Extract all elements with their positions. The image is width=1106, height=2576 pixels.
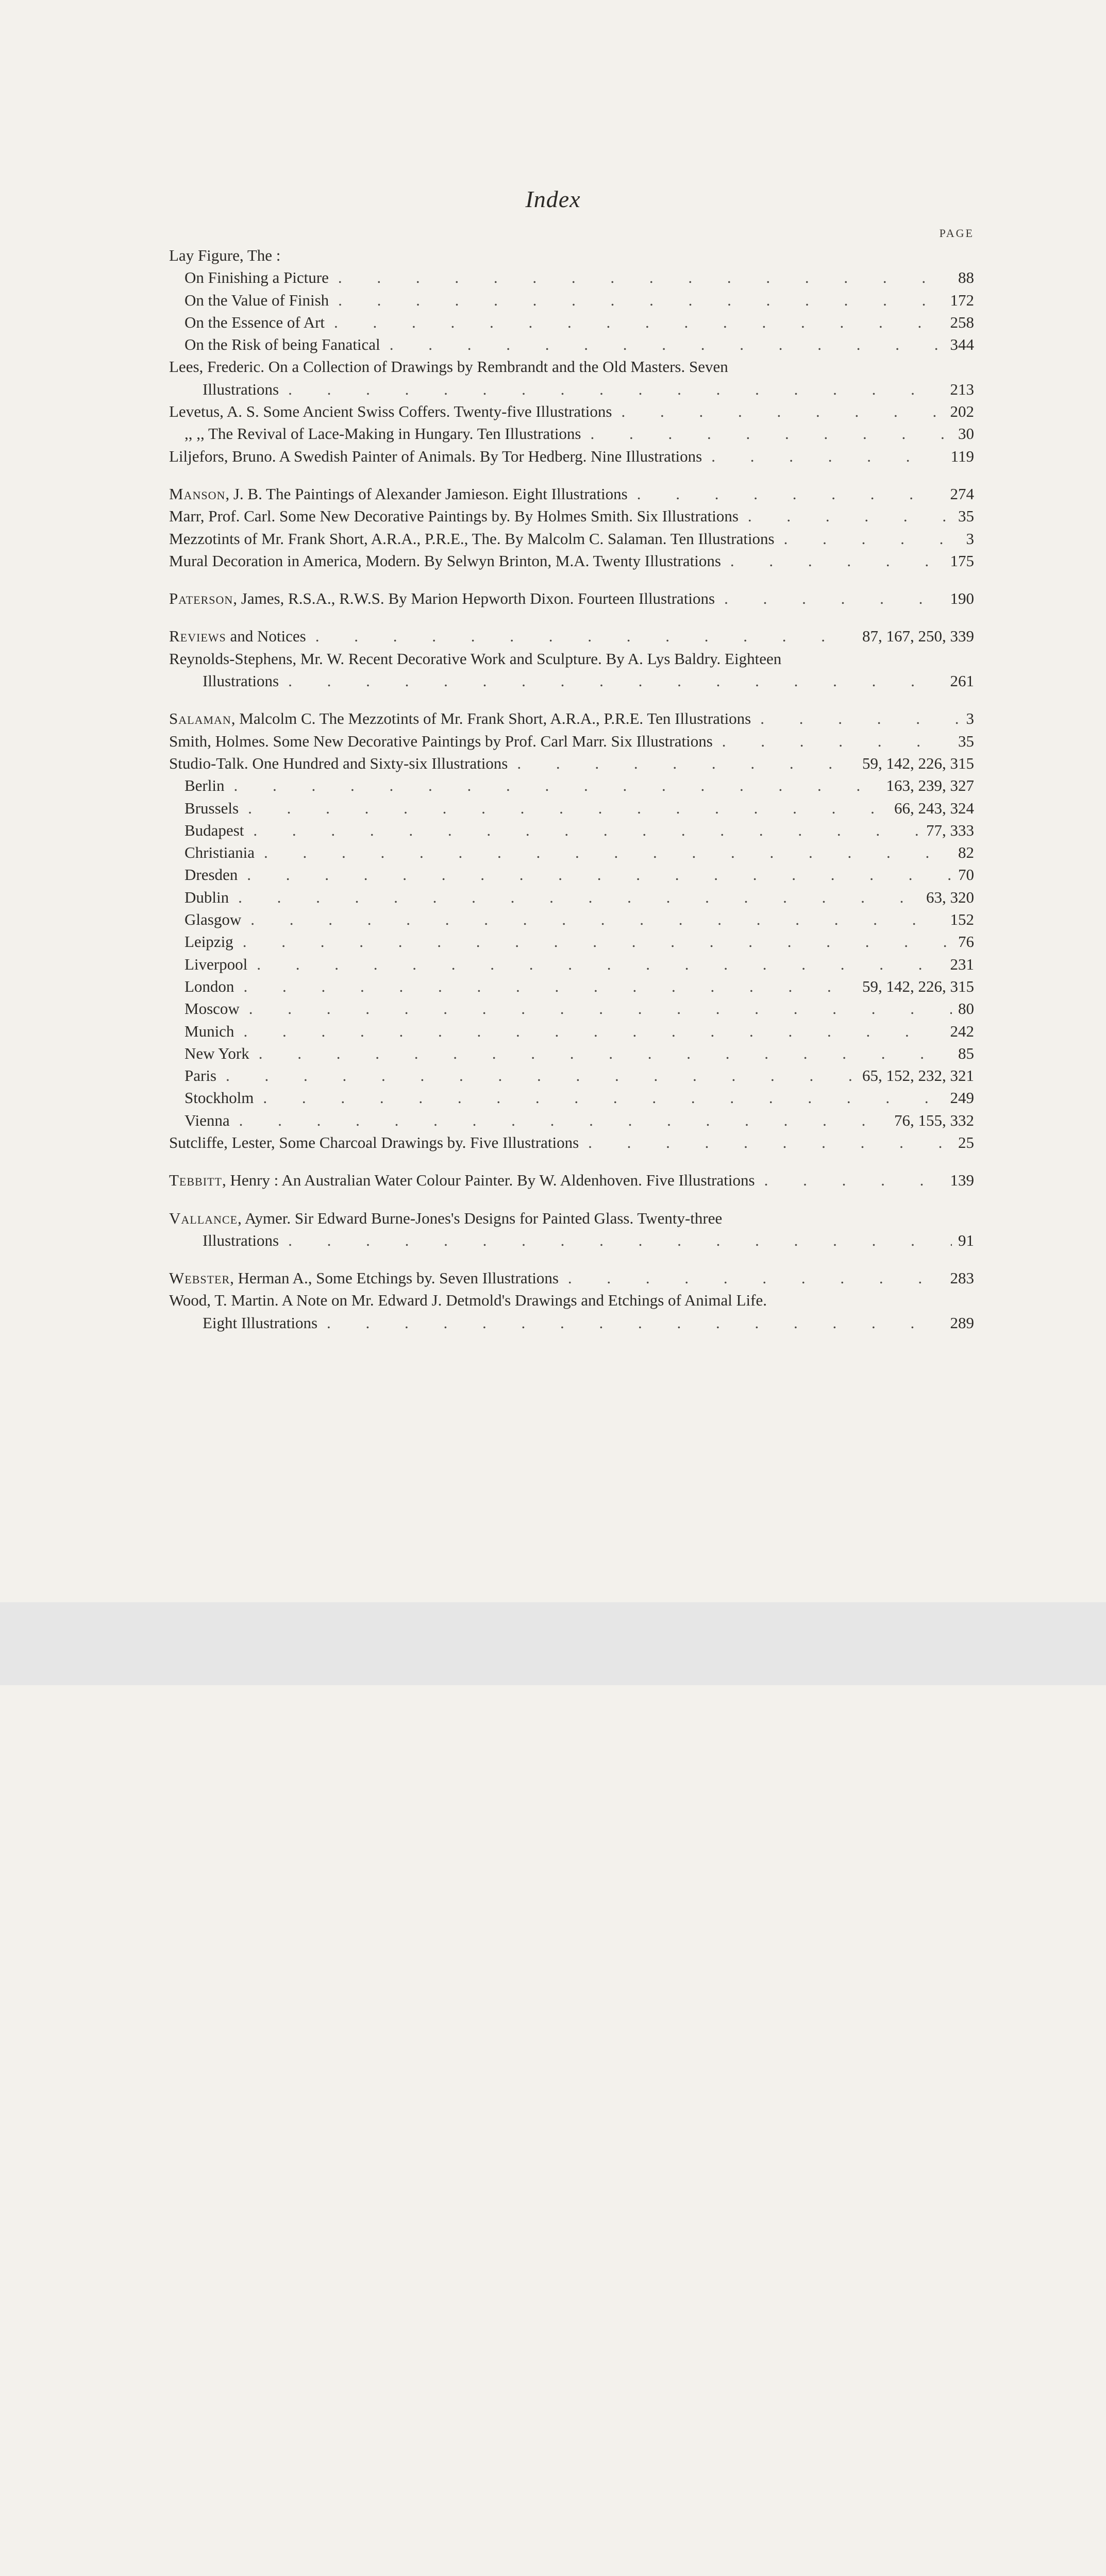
entry-text (169, 400, 612, 422)
index-entry (169, 1042, 974, 1064)
entry-page-number: 3 (966, 529, 974, 548)
index-entry (169, 886, 974, 908)
leader-dots (325, 311, 944, 333)
entry-surname: Salaman (169, 709, 231, 728)
leader-dots (755, 1169, 944, 1191)
index-entry (169, 997, 974, 1020)
entry-title: , Aymer. Sir Edward Burne-Jones's Designs for Painted Glass. Twenty-three (238, 1209, 723, 1227)
leader-dots (241, 908, 944, 930)
index-entry (169, 1207, 974, 1229)
index-entry (169, 587, 974, 609)
entry-text (169, 1267, 559, 1289)
leader-dots (775, 528, 960, 550)
leader-dots (230, 1109, 888, 1131)
entry-text (203, 670, 279, 692)
index-entry (169, 1267, 974, 1289)
index-section (169, 587, 974, 609)
entry-title: Budapest (185, 821, 244, 839)
leader-dots (306, 625, 856, 647)
index-entry (169, 1064, 974, 1087)
leader-dots (612, 400, 944, 422)
leader-dots (244, 819, 920, 841)
entry-page-number: 76 (958, 933, 974, 951)
entry-title: On the Essence of Art (185, 313, 325, 331)
entry-text (185, 886, 229, 908)
leader-dots (739, 505, 952, 527)
entry-title: Christiania (185, 843, 255, 862)
footer-bar (0, 1602, 1106, 1685)
index-entry (169, 311, 974, 333)
entry-page-number: 30 (958, 425, 974, 443)
entry-text (185, 953, 247, 975)
index-entry (169, 244, 974, 266)
index-entry (169, 400, 974, 422)
entry-text (185, 819, 244, 841)
entry-page-number: 213 (950, 380, 974, 398)
leader-dots (254, 1087, 944, 1109)
entry-page-number: 91 (958, 1231, 974, 1249)
entry-title: On the Risk of being Fanatical (185, 335, 380, 354)
entry-text (169, 625, 306, 647)
index-entry (169, 266, 974, 289)
entry-title: New York (185, 1044, 249, 1062)
entry-text (169, 648, 781, 670)
index-entry (169, 625, 974, 647)
entry-page-number: 3 (966, 709, 974, 728)
entry-page-number: 242 (950, 1022, 974, 1040)
index-entry (169, 528, 974, 550)
entry-title: Illustrations (203, 1231, 279, 1249)
index-entry (169, 730, 974, 752)
entry-page-number: 65, 152, 232, 321 (862, 1066, 974, 1085)
leader-dots (508, 752, 856, 774)
entry-page-number: 289 (950, 1313, 974, 1332)
entry-title: Leipzig (185, 933, 233, 951)
entry-text (185, 1020, 234, 1042)
index-entry (169, 550, 974, 572)
leader-dots (751, 707, 960, 730)
entry-text (185, 908, 241, 930)
entry-title: Illustrations (203, 672, 279, 690)
entry-title: Moscow (185, 999, 240, 1018)
index-entry (169, 670, 974, 692)
leader-dots (255, 841, 952, 863)
index-entry (169, 819, 974, 841)
leader-dots (225, 774, 880, 796)
entry-title: , Herman A., Some Etchings by. Seven Illustrations (230, 1269, 559, 1287)
entry-page-number: 175 (950, 551, 974, 570)
entry-title: Reynolds-Stephens, Mr. W. Recent Decorative Work and Sculpture. By A. Lys Baldry. Eighteen (169, 649, 782, 668)
leader-dots (279, 1229, 952, 1251)
entry-title: Mezzotints of Mr. Frank Short, A.R.A., P.R.E., The. By Malcolm C. Salaman. Ten Illustrations (169, 529, 775, 548)
entry-page-number: 59, 142, 226, 315 (862, 754, 974, 772)
entry-text (185, 422, 581, 445)
entry-text (169, 528, 775, 550)
entry-text (185, 841, 255, 863)
entry-text (203, 1312, 317, 1334)
entry-surname: Vallance (169, 1209, 238, 1227)
index-entry (169, 930, 974, 953)
index-entry (169, 863, 974, 886)
entry-title: Illustrations (203, 380, 279, 398)
entry-surname: Tebbitt (169, 1171, 222, 1190)
entry-text (185, 975, 234, 997)
leader-dots (279, 670, 944, 692)
index-entry (169, 1312, 974, 1334)
index-entry (169, 355, 974, 378)
index-entry (169, 841, 974, 863)
entry-text (185, 1064, 216, 1087)
entry-title: , J. B. The Paintings of Alexander Jamieson. Eight Illustrations (225, 484, 628, 503)
leader-dots (279, 378, 944, 400)
entry-title: London (185, 977, 234, 995)
entry-page-number: 231 (950, 955, 974, 973)
entry-page-number: 82 (958, 843, 974, 862)
entry-title: Smith, Holmes. Some New Decorative Paintings by Prof. Carl Marr. Six Illustrations (169, 732, 713, 750)
leader-dots (329, 289, 944, 311)
entry-page-number: 261 (950, 672, 974, 690)
leader-dots (579, 1131, 952, 1154)
leader-dots (229, 886, 920, 908)
entry-text (169, 730, 713, 752)
entry-title: Sutcliffe, Lester, Some Charcoal Drawings by. Five Illustrations (169, 1133, 579, 1151)
entry-title: Wood, T. Martin. A Note on Mr. Edward J. Detmold's Drawings and Etchings of Animal Life. (169, 1291, 767, 1310)
leader-dots (380, 333, 944, 355)
index-entry (169, 378, 974, 400)
entry-text (169, 1169, 755, 1191)
index-entry (169, 289, 974, 311)
entry-page-number: 283 (950, 1269, 974, 1287)
leader-dots (721, 550, 944, 572)
entry-page-number: 258 (950, 313, 974, 331)
entry-page-number: 190 (950, 589, 974, 608)
leader-dots (238, 863, 952, 886)
index-entry (169, 1020, 974, 1042)
index-entry (169, 707, 974, 730)
entry-title: Studio-Talk. One Hundred and Sixty-six Illustrations (169, 754, 508, 772)
entry-title: ,, ,, The Revival of Lace-Making in Hungary. Ten Illustrations (185, 425, 581, 443)
entry-title: Marr, Prof. Carl. Some New Decorative Paintings by. By Holmes Smith. Six Illustrations (169, 507, 739, 526)
index-entry (169, 953, 974, 975)
index-entry (169, 333, 974, 355)
entry-title: Lees, Frederic. On a Collection of Drawings by Rembrandt and the Old Masters. Seven (169, 358, 728, 376)
entry-page-number: 66, 243, 324 (894, 799, 974, 817)
entry-text (185, 997, 240, 1020)
index-entry (169, 797, 974, 819)
index-entry (169, 1109, 974, 1131)
entry-page-number: 63, 320 (926, 888, 974, 906)
entry-surname: Manson (169, 484, 226, 503)
entry-title: Munich (185, 1022, 234, 1040)
entry-page-number: 76, 155, 332 (894, 1111, 974, 1129)
entry-text (169, 1289, 767, 1311)
entry-title: , James, R.S.A., R.W.S. By Marion Hepworth Dixon. Fourteen Illustrations (233, 589, 715, 608)
index-entry (169, 908, 974, 930)
entry-title: Vienna (185, 1111, 230, 1129)
entry-page-number: 35 (958, 507, 974, 526)
leader-dots (715, 587, 944, 609)
entry-text (185, 1042, 249, 1064)
entry-page-number: 139 (950, 1171, 974, 1190)
entry-text (169, 1131, 579, 1154)
index-entry (169, 1229, 974, 1251)
entry-title: Berlin (185, 776, 225, 795)
leader-dots (249, 1042, 952, 1064)
entry-title: Liljefors, Bruno. A Swedish Painter of Animals. By Tor Hedberg. Nine Illustrations (169, 447, 702, 465)
entry-title: Paris (185, 1066, 216, 1085)
entry-page-number: 77, 333 (926, 821, 974, 839)
leader-dots (329, 266, 952, 289)
entry-text (185, 289, 329, 311)
entry-title: Brussels (185, 799, 239, 817)
entry-title: , Malcolm C. The Mezzotints of Mr. Frank Short, A.R.A., P.R.E. Ten Illustrations (231, 709, 751, 728)
index-section (169, 707, 974, 1154)
entry-title: Liverpool (185, 955, 248, 973)
entry-page-number: 85 (958, 1044, 974, 1062)
leader-dots (317, 1312, 944, 1334)
entry-page-number: 70 (958, 866, 974, 884)
entry-text (169, 752, 508, 774)
entry-page-number: 274 (950, 484, 974, 503)
index-section (169, 1267, 974, 1334)
index-entry (169, 1087, 974, 1109)
index-entry (169, 1131, 974, 1154)
entry-page-number: 59, 142, 226, 315 (862, 977, 974, 995)
entry-page-number: 249 (950, 1089, 974, 1107)
entry-title: Stockholm (185, 1089, 254, 1107)
entry-text (203, 378, 279, 400)
index-entry (169, 1289, 974, 1311)
page-title: Index (525, 186, 581, 212)
leader-dots (240, 997, 952, 1020)
index-entry (169, 505, 974, 527)
entry-text (203, 1229, 279, 1251)
entry-title: Dresden (185, 866, 238, 884)
index-entry (169, 752, 974, 774)
entry-surname: Reviews (169, 627, 226, 646)
leader-dots (559, 1267, 944, 1289)
index-section (169, 483, 974, 572)
entry-text (169, 244, 280, 266)
entry-text (185, 311, 325, 333)
entry-page-number: 80 (958, 999, 974, 1018)
entry-text (185, 1087, 254, 1109)
entry-page-number: 35 (958, 732, 974, 750)
index-section (169, 244, 974, 467)
index-entry (169, 774, 974, 796)
leader-dots (581, 422, 952, 445)
entry-surname: Webster (169, 1269, 230, 1287)
entry-text (185, 266, 329, 289)
entry-page-number: 119 (950, 447, 974, 465)
leader-dots (216, 1064, 856, 1087)
entry-text (185, 863, 238, 886)
index-section (169, 625, 974, 692)
index-section (169, 1207, 974, 1252)
index-entry (169, 483, 974, 505)
entry-title: Lay Figure, The : (169, 246, 281, 264)
entry-title: Glasgow (185, 910, 242, 929)
leader-dots (628, 483, 944, 505)
entry-text (185, 333, 380, 355)
entry-text (169, 505, 739, 527)
entry-page-number: 202 (950, 402, 974, 421)
leader-dots (702, 445, 944, 467)
entry-title: Eight Illustrations (203, 1313, 318, 1332)
leader-dots (247, 953, 944, 975)
entry-page-number: 172 (950, 291, 974, 309)
index-entry (169, 975, 974, 997)
index-entry (169, 445, 974, 467)
leader-dots (234, 975, 856, 997)
entry-text (185, 1109, 230, 1131)
entry-page-number: 344 (950, 335, 974, 354)
entry-title: and Notices (226, 627, 306, 646)
entry-title: Mural Decoration in America, Modern. By Selwyn Brinton, M.A. Twenty Illustrations (169, 551, 721, 570)
page-column-label: PAGE (939, 227, 974, 240)
entry-text (169, 550, 721, 572)
entry-text (169, 1207, 722, 1229)
entry-text (185, 797, 239, 819)
leader-dots (713, 730, 952, 752)
entry-text (185, 930, 233, 953)
leader-dots (234, 1020, 944, 1042)
entry-title: Dublin (185, 888, 229, 906)
leader-dots (239, 797, 888, 819)
entry-title: Levetus, A. S. Some Ancient Swiss Coffers. Twenty-five Illustrations (169, 402, 612, 421)
leader-dots (233, 930, 952, 953)
entry-title: On Finishing a Picture (185, 268, 329, 287)
entry-surname: Paterson (169, 589, 233, 608)
entry-page-number: 87, 167, 250, 339 (862, 627, 974, 646)
entry-page-number: 163, 239, 327 (886, 776, 974, 795)
entry-page-number: 25 (958, 1133, 974, 1151)
entry-title: On the Value of Finish (185, 291, 329, 309)
index-entry (169, 648, 974, 670)
entry-page-number: 88 (958, 268, 974, 287)
entry-title: , Henry : An Australian Water Colour Painter. By W. Aldenhoven. Five Illustrations (222, 1171, 755, 1190)
entry-text (185, 774, 225, 796)
index-section (169, 1169, 974, 1191)
entry-text (169, 707, 751, 730)
index-entry (169, 422, 974, 445)
index-entry (169, 1169, 974, 1191)
entry-text (169, 483, 628, 505)
entry-text (169, 587, 715, 609)
entry-page-number: 152 (950, 910, 974, 929)
entry-text (169, 445, 702, 467)
entry-text (169, 355, 728, 378)
index-list (169, 244, 974, 1349)
